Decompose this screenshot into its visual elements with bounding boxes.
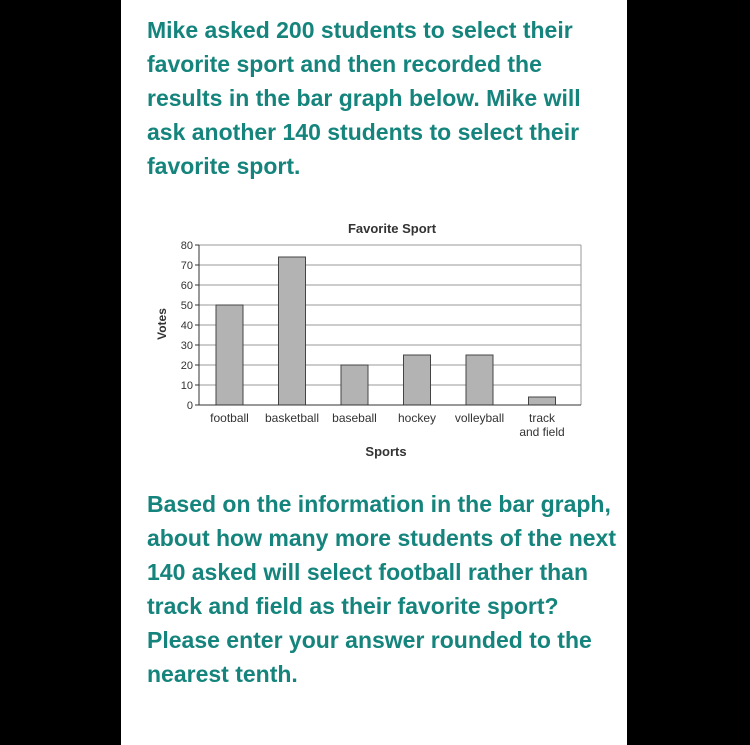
bar-track-and-field [529, 397, 556, 405]
bar-chart [143, 212, 593, 470]
x-tick-label: volleyball [454, 411, 505, 425]
bar-football [216, 305, 243, 405]
y-tick-label: 80 [180, 240, 193, 252]
y-tick-label: 50 [180, 300, 193, 312]
bar-chart-svg [143, 212, 593, 470]
x-tick-label: basketball [264, 411, 320, 425]
x-tick-label: football [210, 411, 249, 425]
bar-hockey [404, 355, 431, 405]
chart-title: Favorite Sport [347, 221, 437, 236]
y-tick-label: 30 [180, 340, 193, 352]
y-tick-label: 10 [180, 380, 193, 392]
question-intro: Mike asked 200 students to select their favorite sport and then recorded the results in the bar graph below. Mike will ask another 140 students to select their favorite sport. [147, 17, 581, 179]
y-tick-label: 70 [180, 260, 193, 272]
y-tick-label: 60 [180, 280, 193, 292]
y-tick-label: 20 [180, 360, 193, 372]
question-page [121, 0, 627, 745]
y-axis-label: Votes [155, 308, 169, 340]
bar-basketball [279, 257, 306, 405]
bar-baseball [341, 365, 368, 405]
x-tick-label: baseball [332, 411, 377, 425]
y-tick-label: 0 [186, 400, 193, 412]
x-axis-label: Sports [365, 444, 407, 459]
bar-volleyball [466, 355, 493, 405]
x-tick-label: hockey [397, 411, 437, 425]
question-prompt: Based on the information in the bar graph, about how many more students of the next 140 asked will select football rather than track and field as their favorite sport? Please enter your answer rounded to the nearest tenth. [147, 491, 616, 687]
x-tick-label: track [528, 411, 556, 425]
y-tick-label: 40 [180, 320, 193, 332]
x-tick-label: and field [519, 425, 565, 439]
